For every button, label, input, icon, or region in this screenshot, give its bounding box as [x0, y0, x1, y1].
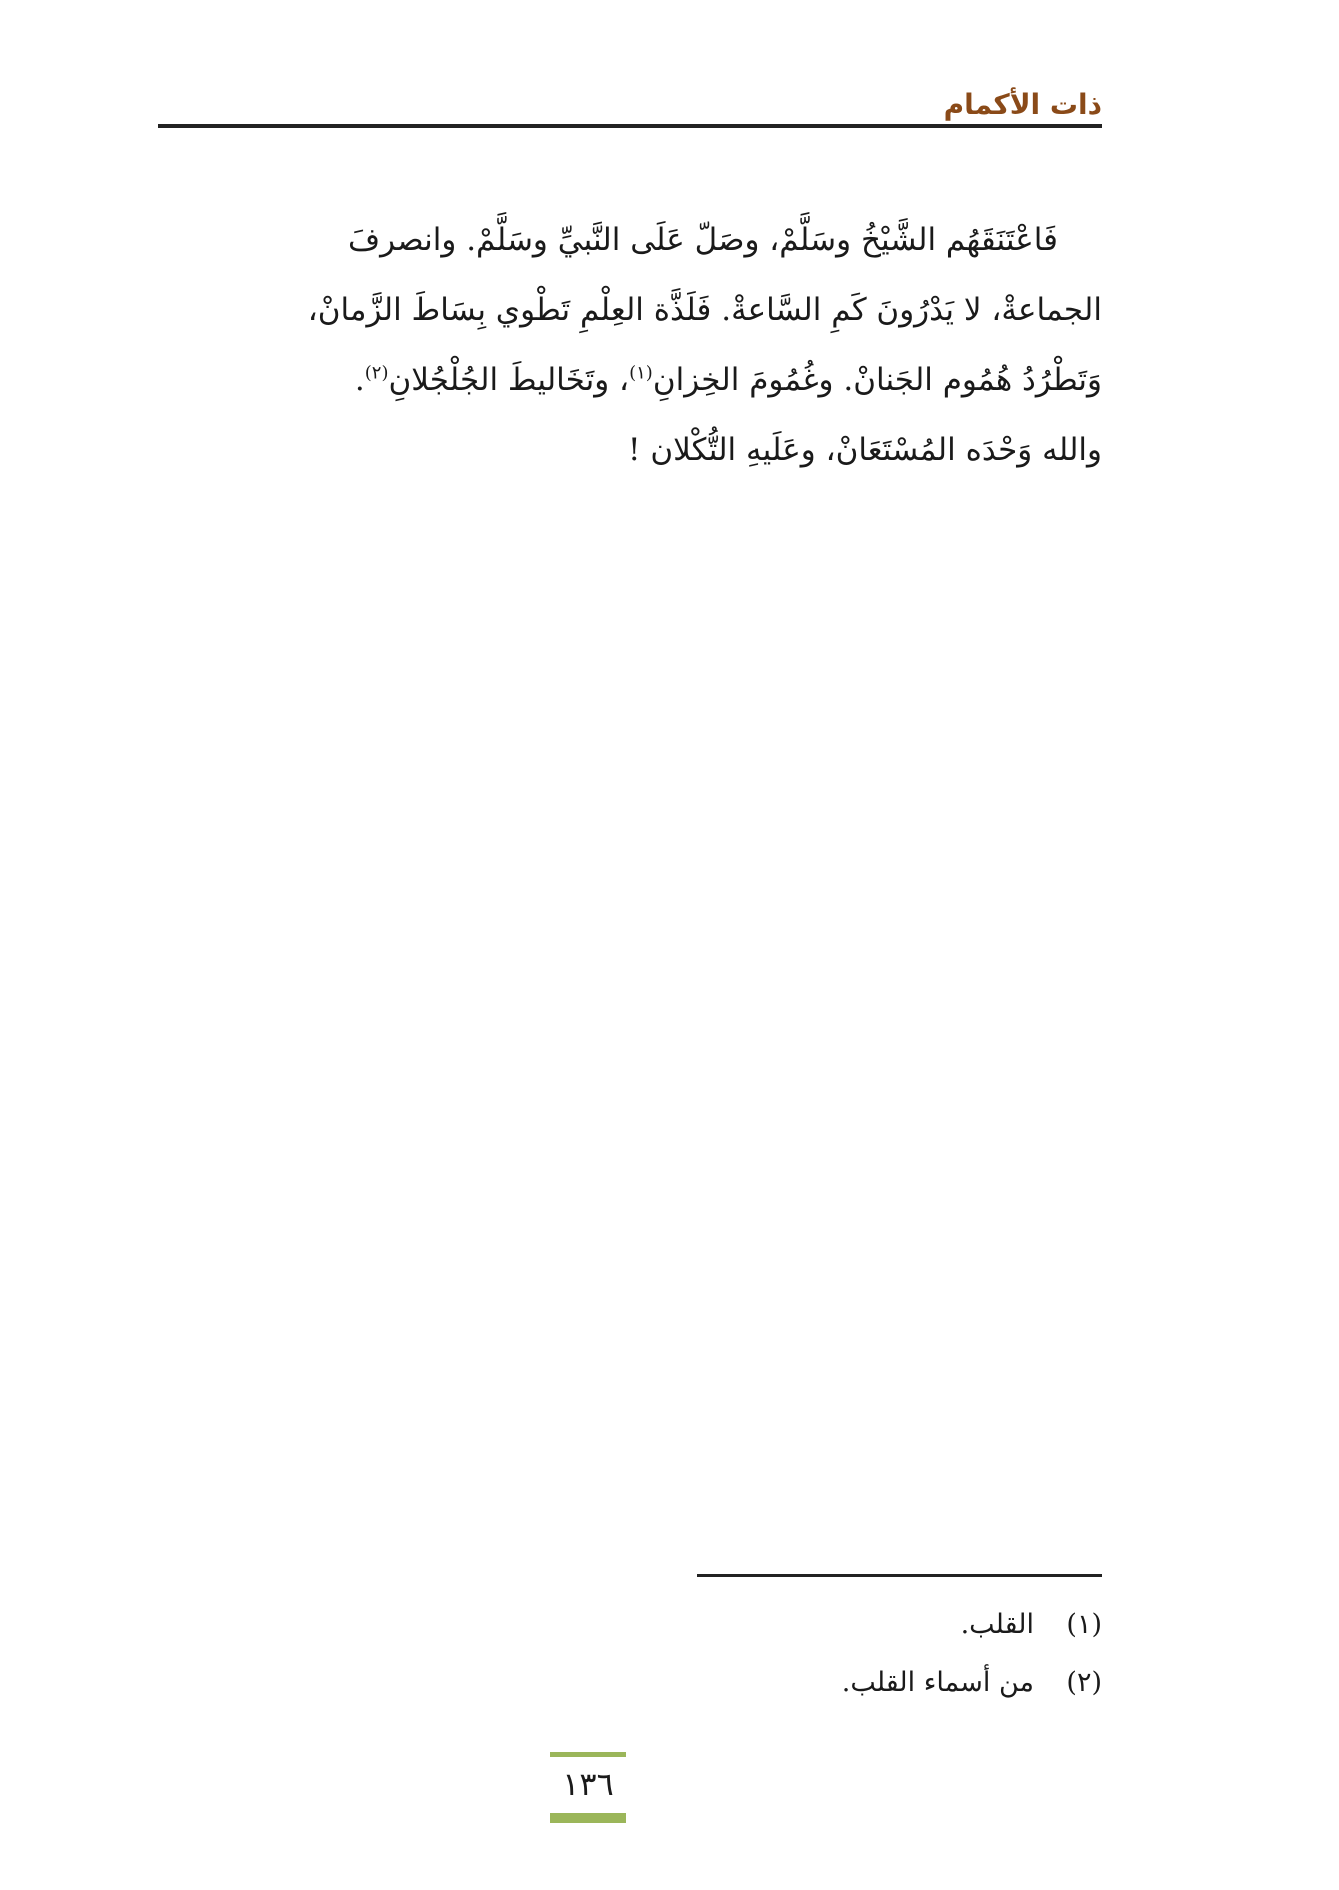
page-number: ١٣٦ [562, 1765, 614, 1803]
header-rule [158, 124, 1102, 128]
page-number-bar-bottom [550, 1813, 626, 1823]
footnote-1-text: القلب. [960, 1609, 1034, 1640]
body-line-3-part-1: وَتَطْرُدُ هُمُوم الجَنانْ. وغُمُومَ الخِزانِ [652, 362, 1102, 398]
body-line-3-part-2: ، وتَخَاليطَ الجُلْجُلانِ [388, 362, 630, 398]
footnote-ref-2[interactable]: (٢) [364, 362, 389, 384]
footnote-2 [842, 1654, 1102, 1712]
footnote-1-number: (١) [1066, 1609, 1102, 1640]
body-line-4: والله وَحْدَه المُسْتَعَانْ، وعَلَيهِ التُّكْلان ! [628, 432, 1102, 468]
page-number-bar-top [550, 1752, 626, 1757]
footnote-2-text: من أسماء القلب. [841, 1667, 1034, 1698]
footnote-1 [842, 1596, 1102, 1654]
body-line-3 [158, 345, 1102, 415]
footnote-2-number: (٢) [1066, 1667, 1102, 1698]
body-line-3-part-3: . [354, 362, 365, 398]
footnote-rule [697, 1574, 1102, 1577]
footnotes [842, 1596, 1102, 1712]
body-paragraph [158, 205, 1102, 485]
footnote-ref-1[interactable]: (١) [629, 362, 653, 384]
running-header-title: ذات الأكمام [943, 88, 1102, 121]
body-line-2: الجماعةْ، لا يَدْرُونَ كَمِ السَّاعةْ. فَلَذَّة العِلْمِ تَطْوي بِسَاطَ الزَّمانْ، [307, 292, 1102, 328]
body-line-1: فَاعْتَنَقَهُم الشَّيْخُ وسَلَّمْ، وصَلّ عَلَى النَّبيِّ وسَلَّمْ. وانصرفَ [348, 222, 1058, 258]
